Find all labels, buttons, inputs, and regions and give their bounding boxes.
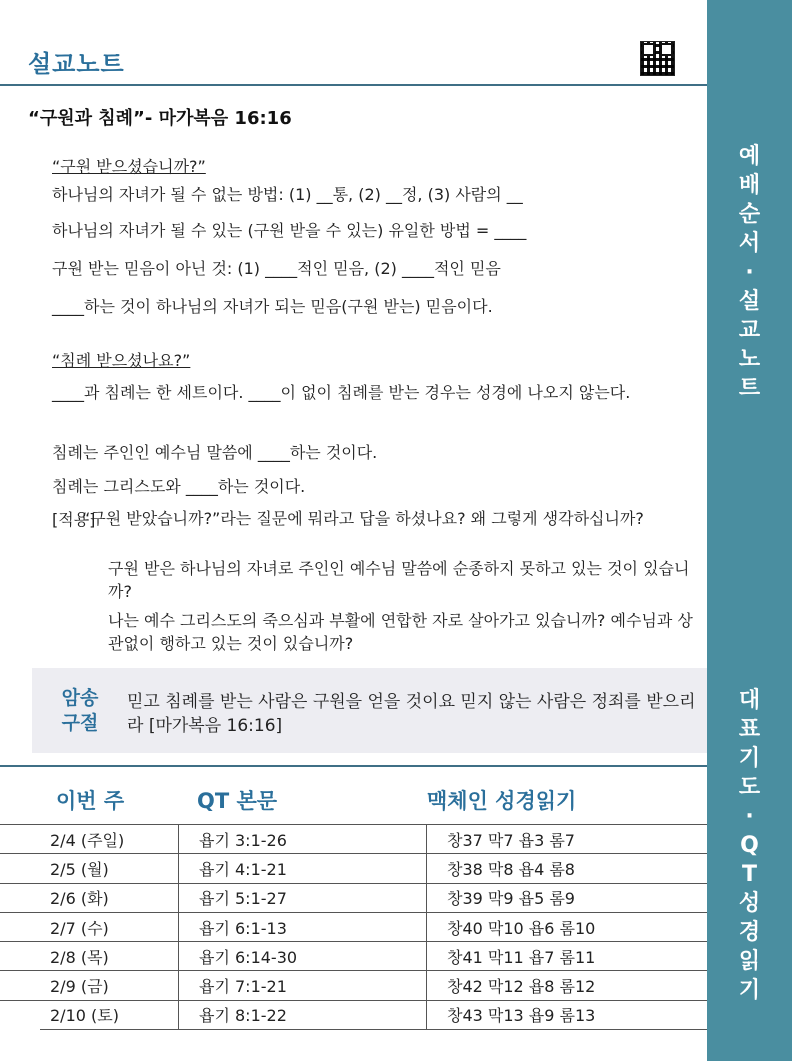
- apply-item: 나는 예수 그리스도의 죽으심과 부활에 연합한 자로 살아가고 있습니까? 예수님과 상관없이 행하고 있는 것이 있습니까?: [108, 611, 693, 653]
- row-spacer: [0, 971, 40, 1000]
- table-row: [0, 854, 707, 883]
- memory-verse-box: [32, 668, 707, 753]
- date-cell: 2/8 (목): [40, 942, 179, 971]
- divider: [0, 765, 707, 767]
- mccheyne-cell: 창40 막10 욥6 롬10: [427, 912, 708, 941]
- sidebar-label-worship-order: [707, 142, 792, 403]
- table-row: [0, 912, 707, 941]
- qt-passage-cell: 욥기 7:1-21: [179, 971, 427, 1000]
- sidebar-character: ·: [745, 260, 754, 285]
- sidebar-character: 트: [738, 376, 761, 401]
- note-line: 하나님의 자녀가 될 수 없는 방법: (1) __통, (2) __정, (3) 사람의 __: [52, 185, 523, 204]
- sidebar-label-prayer-qt: [707, 686, 792, 1005]
- sidebar-character: 대: [738, 688, 761, 713]
- qt-passage-cell: 욥기 6:14-30: [179, 942, 427, 971]
- note-line: 침례는 주인인 예수님 말씀에 ____하는 것이다.: [52, 443, 378, 462]
- sidebar-character: 성: [738, 891, 761, 916]
- date-cell: 2/5 (월): [40, 854, 179, 883]
- column-header-mccheyne: 맥체인 성경읽기: [427, 789, 577, 813]
- sidebar-character: 도: [738, 775, 761, 800]
- apply-item: 구원 받은 하나님의 자녀로 주인인 예수님 말씀에 순종하지 못하고 있는 것이 있습니까?: [108, 559, 690, 601]
- row-spacer: [0, 883, 40, 912]
- table-row: [0, 942, 707, 971]
- mccheyne-cell: 창41 막11 욥7 롬11: [427, 942, 708, 971]
- qt-passage-cell: 욥기 8:1-22: [179, 1000, 427, 1029]
- qr-code-icon: [640, 41, 675, 76]
- sidebar-character: 표: [738, 717, 761, 742]
- column-header-week: 이번 주: [56, 789, 125, 813]
- sidebar-character: 설: [738, 289, 761, 314]
- date-cell: 2/9 (금): [40, 971, 179, 1000]
- mccheyne-cell: 창42 막12 욥8 롬12: [427, 971, 708, 1000]
- qt-passage-cell: 욥기 4:1-21: [179, 854, 427, 883]
- date-cell: 2/4 (주일): [40, 825, 179, 854]
- apply-item: “구원 받았습니까?”라는 질문에 뭐라고 답을 하셨나요? 왜 그렇게 생각하십니까?: [82, 509, 644, 528]
- mccheyne-cell: 창38 막8 욥4 롬8: [427, 854, 708, 883]
- sidebar-character: 노: [738, 347, 761, 372]
- qt-reading-table: [0, 824, 707, 1030]
- date-cell: 2/6 (화): [40, 883, 179, 912]
- divider: [0, 84, 707, 86]
- sidebar-character: 기: [738, 746, 761, 771]
- note-line: 구원 받는 믿음이 아닌 것: (1) ____적인 믿음, (2) ____적인 믿음: [52, 259, 501, 278]
- row-spacer: [0, 825, 40, 854]
- sidebar-character: 경: [738, 920, 761, 945]
- sidebar-character: T: [741, 862, 757, 887]
- row-spacer: [0, 942, 40, 971]
- column-header-qt-passage: QT 본문: [197, 789, 278, 813]
- table-row: [0, 883, 707, 912]
- apply-label: [적용]: [52, 510, 96, 529]
- page-title: 설교노트: [28, 50, 125, 78]
- sidebar-character: ·: [745, 804, 754, 829]
- memory-verse-label: [56, 686, 104, 736]
- sidebar-character: 교: [738, 318, 761, 343]
- sidebar-character: 배: [738, 173, 761, 198]
- question-baptism: “침례 받으셨나요?”: [52, 351, 191, 370]
- row-spacer: [0, 1000, 40, 1029]
- sidebar-character: 서: [738, 231, 761, 256]
- date-cell: 2/10 (토): [40, 1000, 179, 1029]
- sidebar: [707, 0, 792, 1061]
- sermon-title: “구원과 침례”- 마가복음 16:16: [28, 108, 292, 129]
- row-spacer: [0, 854, 40, 883]
- qt-passage-cell: 욥기 5:1-27: [179, 883, 427, 912]
- memory-verse-text: 믿고 침례를 받는 사람은 구원을 얻을 것이요 믿지 않는 사람은 정죄를 받으리라 [마가복음 16:16]: [127, 692, 696, 736]
- sidebar-character: 기: [738, 978, 761, 1003]
- sidebar-character: 예: [738, 144, 761, 169]
- table-row: [0, 1000, 707, 1029]
- mccheyne-cell: 창43 막13 욥9 롬13: [427, 1000, 708, 1029]
- qt-passage-cell: 욥기 6:1-13: [179, 912, 427, 941]
- date-cell: 2/7 (수): [40, 912, 179, 941]
- table-row: [0, 971, 707, 1000]
- memory-verse-label-line: 암송: [61, 687, 99, 709]
- memory-verse-label-line: 구절: [61, 712, 99, 734]
- question-salvation: “구원 받으셨습니까?”: [52, 157, 206, 176]
- mccheyne-cell: 창39 막9 욥5 롬9: [427, 883, 708, 912]
- table-row: [0, 825, 707, 854]
- note-line: 하나님의 자녀가 될 수 있는 (구원 받을 수 있는) 유일한 방법 = ____: [52, 221, 527, 240]
- note-line: ____하는 것이 하나님의 자녀가 되는 믿음(구원 받는) 믿음이다.: [52, 297, 493, 316]
- row-spacer: [0, 912, 40, 941]
- qt-passage-cell: 욥기 3:1-26: [179, 825, 427, 854]
- note-line: 침례는 그리스도와 ____하는 것이다.: [52, 477, 306, 496]
- sidebar-character: Q: [740, 833, 759, 858]
- note-line: ____과 침례는 한 세트이다. ____이 없이 침례를 받는 경우는 성경에 나오지 않는다.: [52, 383, 631, 402]
- sidebar-character: 순: [738, 202, 761, 227]
- mccheyne-cell: 창37 막7 욥3 롬7: [427, 825, 708, 854]
- sidebar-character: 읽: [738, 949, 761, 974]
